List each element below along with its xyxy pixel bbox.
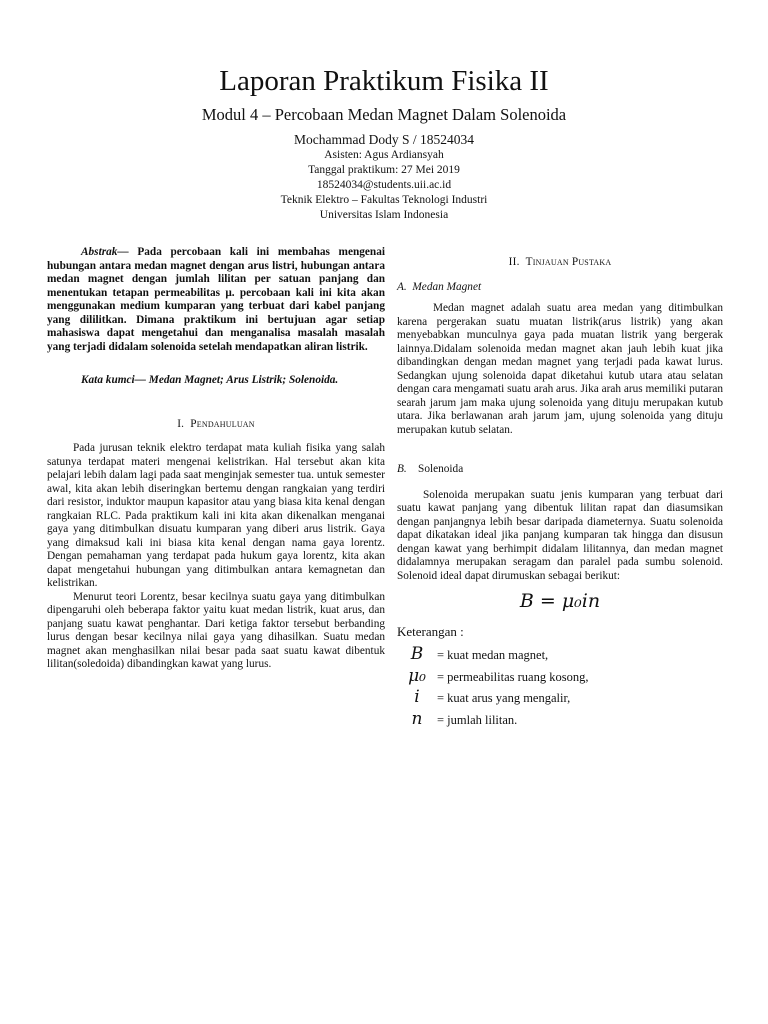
paper-title: Laporan Praktikum Fisika II [219, 65, 549, 97]
definition-symbol: i [414, 687, 420, 707]
paragraph: Menurut teori Lorentz, besar kecilnya suatu gaya yang ditimbulkan dipengaruhi oleh beberapa faktor yaitu kuat medan listrik, kuat arus, dan panjang suatu kawat penghantar. Dari ketiga faktor tersebut berbanding lurus dengan besar kecilnya nilai gaya yang dihasilkan. Suatu medan magnet akan menghasilkan nilai besar pada saat suatu kawat dibentuk lilitan(soledoida) dibandingkan kawat yang lurus. [47, 590, 385, 670]
section-number: II. [508, 256, 520, 268]
subsection-title: Solenoida [418, 463, 464, 475]
definition-text: = permeabilitas ruang kosong, [437, 669, 589, 684]
definition-row [397, 644, 723, 664]
paragraph: Pada jurusan teknik elektro terdapat mata kuliah fisika yang salah satunya terdapat materi mengenai kelistrikan. Hal tersebut akan kita pelajari lebih dalam lagi pada saat menginjak semester tua. untuk semester awal, kita akan lebih diseringkan bertemu dengan rangkaian yang terdiri dari resistor, induktor maupun kapasitor atau yang biasa kita kenal dengan rangkaian RLC. Pada praktikum kali ini kita akan dikenalkan menganai gaya yang ditimbulkan disuatu kumparan yang diberi arus listrik. Gaya yang dimaksud kali ini biasa kita kenal dengan nama gaya lorentz. Dengan pemahaman yang terdapat pada hukum gaya lorentz, kita akan dapat mengetahui hubungan yang ditimbulkan antara kemagnetan dan kelistrikan. [47, 442, 385, 589]
definition-text: = kuat medan magnet, [437, 648, 549, 662]
subsection-letter: B. [397, 463, 407, 475]
asisten-line: Asisten: Agus Ardiansyah [324, 149, 444, 161]
subsection-letter: A. [397, 280, 407, 293]
formula: B = μ₀in [519, 590, 601, 612]
definition-symbol: μ₀ [408, 665, 426, 686]
definition-row [397, 708, 723, 729]
section-number: I. [177, 417, 185, 430]
subsection-heading-medan-magnet [397, 281, 723, 295]
section-heading-pendahuluan [47, 418, 385, 432]
department-line: Teknik Elektro – Fakultas Teknologi Industri [280, 194, 488, 206]
keterangan-label: Keterangan : [397, 623, 464, 639]
abstract [47, 246, 385, 354]
keywords: Kata kumci— Medan Magnet; Arus Listrik; Solenoida. [81, 374, 339, 386]
definition-symbol: B [410, 644, 424, 664]
subsection-title: Medan Magnet [412, 280, 482, 293]
paragraph: Medan magnet adalah suatu area medan yang ditimbulkan karena pergerakan suatu muatan listrik(arus listrik) yang akan menyebabkan munculnya gaya pada muatan listrik yang bergerak lainnya.Didalam solenoida medan magnet akan jauh lebih kuat jika dibandingkan dengan medan magnet yang terjadi pada kawat lurus. Sedangkan ujung solenoida dapat diketahui kutub utara atau selatan dengan cara mengamati suatu arah arus. Jika arah arus memiliki putaran searah jarum jam maka ujung solenoida yang dituju merupakan kutub utara. Jika berlawanan arah jarum jam, ujung solenoida yang dituju merupakan kutub selatan. [397, 302, 723, 436]
paragraph: Solenoida merupakan suatu jenis kumparan yang terbuat dari suatu kawat panjang yang dibentuk lilitan rapat dan diasumsikan dengan panjangnya lebih besar daripada diameternya. Suatu solenoida dapat dikatakan ideal jika panjang kumparan tak hingga dan disusun dengan kawat yang berhimpit didalam lilitannya, dan medan magnet didalamnya merupakan seragam dan paralel pada sumbu solenoid. Solenoid ideal dapat dirumuskan sebagai berikut: [397, 488, 723, 582]
subsection-heading-solenoida [397, 463, 723, 477]
definition-text: = kuat arus yang mengalir, [437, 691, 571, 705]
university-line: Universitas Islam Indonesia [319, 209, 449, 221]
section-heading-tinjauan-pustaka [397, 256, 723, 270]
tanggal-line: Tanggal praktikum: 27 Mei 2019 [308, 164, 460, 176]
abstract-label: Abstrak— [81, 246, 129, 258]
definition-row [397, 665, 723, 686]
definition-symbol: n [411, 708, 423, 729]
paper-subtitle: Modul 4 – Percobaan Medan Magnet Dalam Solenoida [201, 105, 567, 124]
abstract-text: Pada percobaan kali ini membahas mengenai hubungan antara medan magnet dengan arus listri, hubungan antara medan magnet dengan jumlah lilitan per satuan panjang dan menentukan tetapan permeabilitas μ. percobaan kali ini kita akan menggunakan medium kumparan yang terbuat dari kabel panjang yang dililitkan. Dimana praktikum ini bertujuan agar setiap mahasiswa dapat mengetahui dan menganalisa masalah masalah yang terjadi didalam solenoida setelah mendapatkan aliran listrik. [47, 246, 385, 353]
author-line: Mochammad Dody S / 18524034 [294, 132, 474, 147]
section-title: Pendahuluan [190, 417, 255, 430]
definition-text: = jumlah lilitan. [437, 712, 518, 727]
definition-row [397, 687, 723, 707]
left-column [47, 236, 385, 672]
paper-header [0, 64, 768, 223]
section-title: Tinjauan Pustaka [525, 256, 612, 268]
email-line: 18524034@students.uii.ac.id [316, 179, 452, 191]
right-column [397, 236, 723, 734]
